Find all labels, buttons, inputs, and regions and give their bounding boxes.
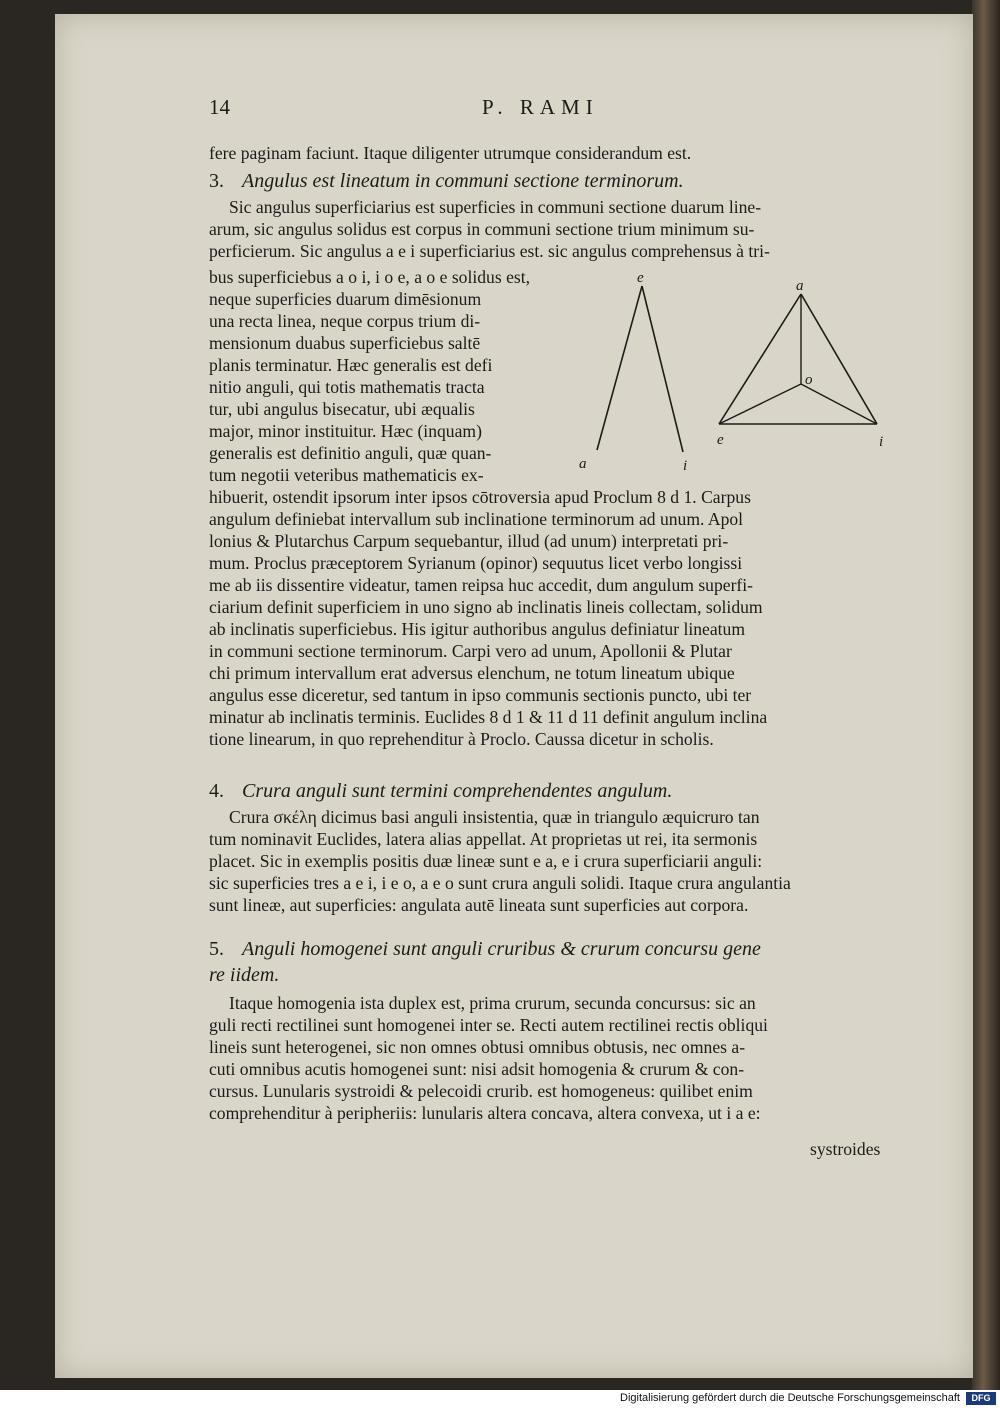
text-line: tione linearum, in quo reprehenditur à Proclo. Caussa dicetur in scholis. bbox=[209, 729, 714, 749]
section-5-heading-continued bbox=[209, 962, 279, 988]
text-line: lineis sunt heterogenei, sic non omnes obtusi omnibus obtusis, nec omnes a- bbox=[209, 1037, 746, 1057]
definition-text: Angulus est lineatum in communi sectione terminorum. bbox=[242, 170, 684, 192]
text-line: mensionum duabus superficiebus saltē bbox=[209, 333, 481, 353]
text-line: una recta linea, neque corpus trium di- bbox=[209, 311, 481, 331]
text-line: Crura σκέλη dicimus basi anguli insistentia, quæ in triangulo æquicruro tan bbox=[229, 807, 760, 827]
continued-text bbox=[209, 142, 691, 164]
section-3-heading bbox=[209, 168, 684, 194]
section-3-body-full bbox=[209, 196, 770, 262]
text-line: fere paginam faciunt. Itaque diligenter utrumque considerandum est. bbox=[209, 143, 692, 163]
text-line: mum. Proclus præceptorem Syrianum (opinor) sequutus licet verbo longissi bbox=[209, 553, 743, 573]
text-line: major, minor instituitur. Hæc (inquam) bbox=[209, 421, 482, 441]
text-line: placet. Sic in exemplis positis duæ lineæ sunt e a, e i crura superficiarii anguli: bbox=[209, 851, 763, 871]
definition-text: Crura anguli sunt termini comprehendentes angulum. bbox=[242, 780, 673, 802]
section-5-heading bbox=[209, 936, 761, 962]
text-line: me ab iis dissentire videatur, tamen reipsa huc accedit, dum angulum superfi- bbox=[209, 575, 754, 595]
text-line: guli recti rectilinei sunt homogenei inter se. Recti autem rectilinei rectis obliqui bbox=[209, 1015, 768, 1035]
text-line: sunt lineæ, aut superficies: angulata autē lineata sunt superficies aut corpora. bbox=[209, 895, 749, 915]
section-number: 5. bbox=[209, 938, 224, 960]
text-line: bus superficiebus a o i, i o e, a o e solidus est, bbox=[209, 267, 531, 287]
text-line: cuti omnibus acutis homogenei sunt: nisi adsit homogenia & crurum & con- bbox=[209, 1059, 745, 1079]
text-line: ab inclinatis superficiebus. His igitur authoribus angulus definiatur lineatum bbox=[209, 619, 746, 639]
definition-text: Anguli homogenei sunt anguli cruribus & crurum concursu gene bbox=[242, 938, 761, 960]
text-line: tum nominavit Euclides, latera alias appellat. At proprietas ut rei, ita sermonis bbox=[209, 829, 758, 849]
section-number: 3. bbox=[209, 170, 224, 192]
funding-notice: Digitalisierung gefördert durch die Deutsche Forschungsgemeinschaft bbox=[620, 1392, 960, 1404]
text-line: lonius & Plutarchus Carpum sequebantur, illud (ad unum) interpretati pri- bbox=[209, 531, 729, 551]
angle-leg-ea bbox=[597, 286, 642, 450]
section-4-heading bbox=[209, 778, 672, 804]
section-4-body bbox=[209, 806, 791, 916]
label-a: a bbox=[579, 456, 587, 472]
label-o: o bbox=[805, 372, 813, 388]
geometric-figure bbox=[575, 272, 905, 482]
text-line: hibuerit, ostendit ipsorum inter ipsos cōtroversia apud Proclum 8 d 1. Carpus bbox=[209, 487, 751, 507]
definition-text: re iidem. bbox=[209, 964, 280, 986]
text-line: perficierum. Sic angulus a e i superficiarius est. sic angulus comprehensus à tri- bbox=[209, 241, 770, 261]
text-line: Itaque homogenia ista duplex est, prima crurum, secunda concursus: sic an bbox=[229, 993, 756, 1013]
footer-bar bbox=[0, 1390, 1000, 1408]
angle-leg-ei bbox=[642, 286, 683, 452]
text-line: tum negotii veteribus mathematicis ex- bbox=[209, 465, 484, 485]
section-number: 4. bbox=[209, 780, 224, 802]
text-line: chi primum intervallum erat adversus elenchum, ne totum lineatum ubique bbox=[209, 663, 735, 683]
label-a: a bbox=[796, 278, 804, 294]
text-line: neque superficies duarum dimēsionum bbox=[209, 289, 482, 309]
catchword-text: systroides bbox=[810, 1139, 881, 1159]
text-line: planis terminatur. Hæc generalis est defi bbox=[209, 355, 493, 375]
section-5-body bbox=[209, 992, 768, 1124]
text-line: generalis est definitio anguli, quæ quan- bbox=[209, 443, 492, 463]
text-line: nitio anguli, qui totis mathematis tracta bbox=[209, 377, 485, 397]
text-line: angulus esse diceretur, sed tantum in ipso communis sectionis puncto, ubi ter bbox=[209, 685, 752, 705]
text-line: in communi sectione terminorum. Carpi vero ad unum, Apollonii & Plutar bbox=[209, 641, 732, 661]
section-3-body-rest bbox=[209, 486, 767, 750]
text-line: angulum definiebat intervallum sub inclinatione terminorum ad unum. Apol bbox=[209, 509, 744, 529]
text-line: Sic angulus superficiarius est superficies in communi sectione duarum line- bbox=[229, 197, 762, 217]
text-line: cursus. Lunularis systroidi & pelecoidi crurib. est homogeneus: quilibet enim bbox=[209, 1081, 753, 1101]
catchword bbox=[810, 1138, 880, 1160]
text-line: minatur ab inclinatis terminis. Euclides 8 d 1 & 11 d 11 definit angulum inclina bbox=[209, 707, 768, 727]
text-line: sic superficies tres a e i, i e o, a e o sunt crura anguli solidi. Itaque crura angulantia bbox=[209, 873, 791, 893]
label-e: e bbox=[717, 432, 724, 448]
text-line: ciarium definit superficiem in uno signo ab inclinatis lineis collectam, solidum bbox=[209, 597, 763, 617]
book-spine-edge bbox=[972, 0, 1000, 1390]
text-line: tur, ubi angulus bisecatur, ubi æqualis bbox=[209, 399, 475, 419]
section-3-body-narrow bbox=[209, 266, 530, 486]
text-line: comprehenditur à peripheriis: lunularis altera concava, altera convexa, ut i a e: bbox=[209, 1103, 761, 1123]
running-head: P. RAMI bbox=[482, 95, 599, 119]
dfg-logo: DFG bbox=[966, 1392, 996, 1405]
text-line: arum, sic angulus solidus est corpus in communi sectione trium minimum su- bbox=[209, 219, 755, 239]
solid-angle-pyramid-diagram bbox=[717, 278, 883, 450]
page-number: 14 bbox=[209, 95, 230, 119]
superficial-angle-diagram bbox=[579, 272, 687, 474]
label-i: i bbox=[683, 458, 688, 474]
label-e: e bbox=[637, 272, 644, 286]
label-i: i bbox=[879, 434, 884, 450]
